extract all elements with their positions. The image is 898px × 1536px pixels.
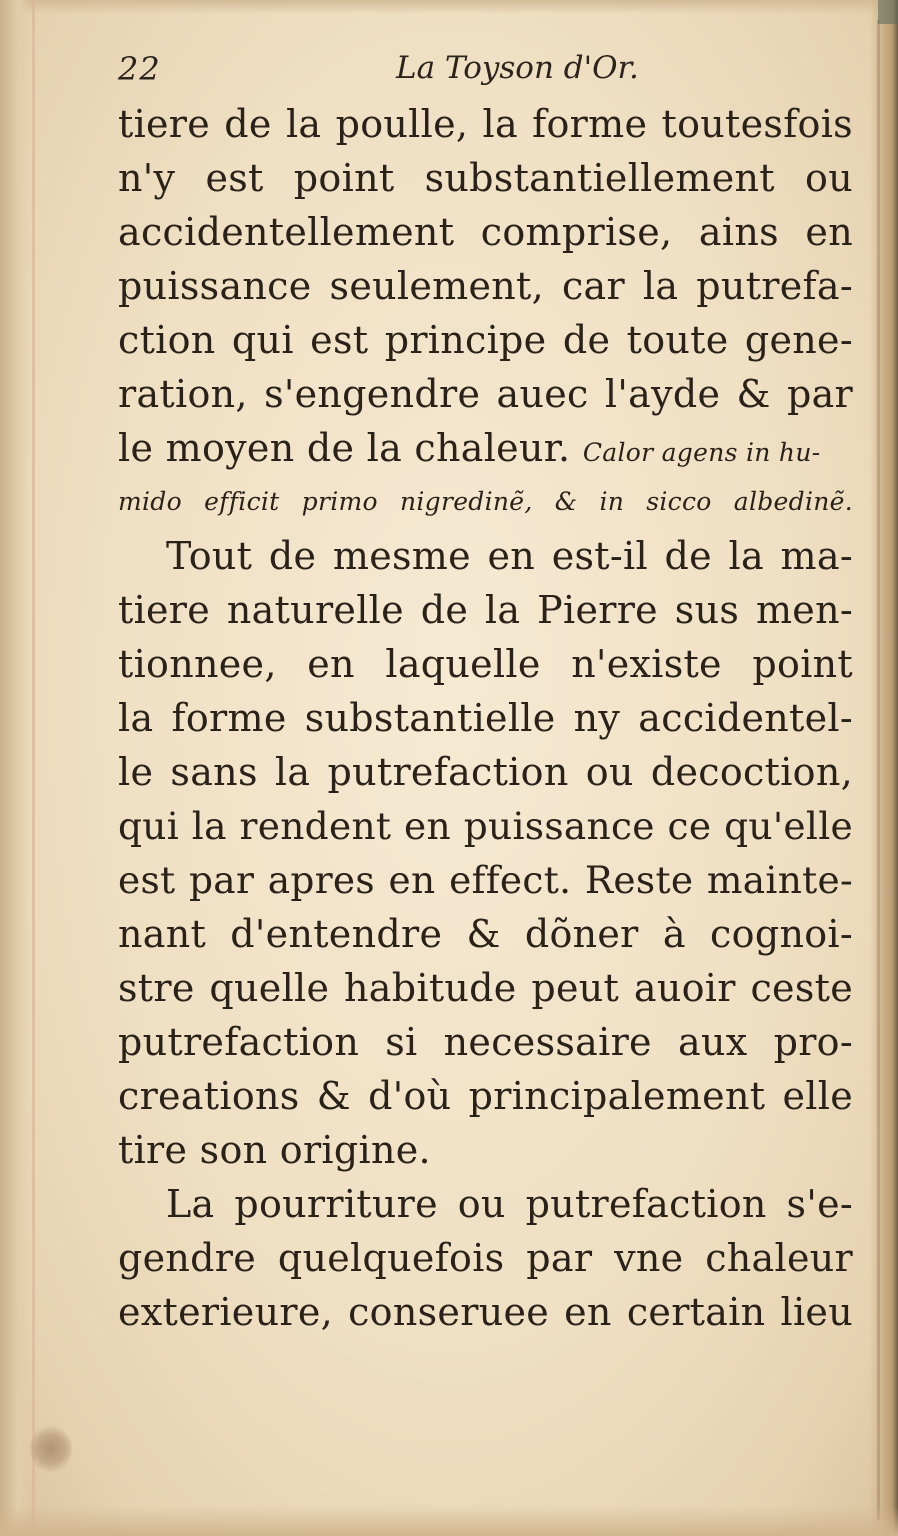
paragraph-start: La pourriture ou putrefaction s'e- bbox=[166, 1182, 853, 1226]
text-line: nant d'entendre & dõner à cognoi- bbox=[118, 912, 853, 956]
text-line: est par apres en effect. Reste mainte- bbox=[118, 858, 853, 902]
text-line: puissance seulement, car la putrefa- bbox=[118, 264, 853, 308]
text-line: exterieure, conseruee en certain lieu bbox=[118, 1290, 853, 1334]
text-line: gendre quelquefois par vne chaleur bbox=[118, 1236, 853, 1280]
running-title: La Toyson d'Or. bbox=[396, 50, 639, 86]
text-line: tire son origine. bbox=[118, 1128, 431, 1172]
page-number: 22 bbox=[118, 50, 161, 88]
text-line-roman: le moyen de la chaleur. bbox=[118, 426, 571, 470]
text-line-with-latin bbox=[118, 421, 853, 475]
text-line: ration, s'engendre auec l'ayde & par bbox=[118, 372, 853, 416]
corner-binding-mark bbox=[878, 0, 898, 24]
page-left-edge bbox=[0, 0, 30, 1536]
text-line: stre quelle habitude peut auoir ceste bbox=[118, 966, 853, 1010]
paragraph-start: Tout de mesme en est-il de la ma- bbox=[166, 534, 853, 578]
page-right-edge bbox=[870, 0, 898, 1536]
latin-inline: Calor agens in hu- bbox=[582, 438, 821, 467]
text-line: creations & d'où principalement elle bbox=[118, 1074, 853, 1118]
page-margin-rule bbox=[32, 0, 35, 1536]
page-fold-shadow bbox=[877, 20, 880, 1520]
page-bottom-edge bbox=[0, 1506, 898, 1536]
text-line: le sans la putrefaction ou decoction, bbox=[118, 750, 853, 794]
page-top-edge bbox=[0, 0, 898, 14]
text-line: putrefaction si necessaire aux pro- bbox=[118, 1020, 853, 1064]
page-header bbox=[118, 50, 848, 94]
text-line: qui la rendent en puissance ce qu'elle bbox=[118, 804, 853, 848]
text-line: tionnee, en laquelle n'existe point bbox=[118, 642, 853, 686]
text-line: la forme substantielle ny accidentel- bbox=[118, 696, 853, 740]
text-line: n'y est point substantiellement ou bbox=[118, 156, 853, 200]
text-line: ction qui est principe de toute gene- bbox=[118, 318, 853, 362]
latin-line: mido efficit primo nigredinẽ, & in sicco albedinẽ. bbox=[118, 487, 853, 516]
ink-stain bbox=[30, 1425, 72, 1473]
text-line: tiere de la poulle, la forme toutesfois bbox=[118, 102, 853, 146]
text-line: tiere naturelle de la Pierre sus men- bbox=[118, 588, 853, 632]
text-line: accidentellement comprise, ains en bbox=[118, 210, 853, 254]
body-text bbox=[118, 97, 853, 1339]
